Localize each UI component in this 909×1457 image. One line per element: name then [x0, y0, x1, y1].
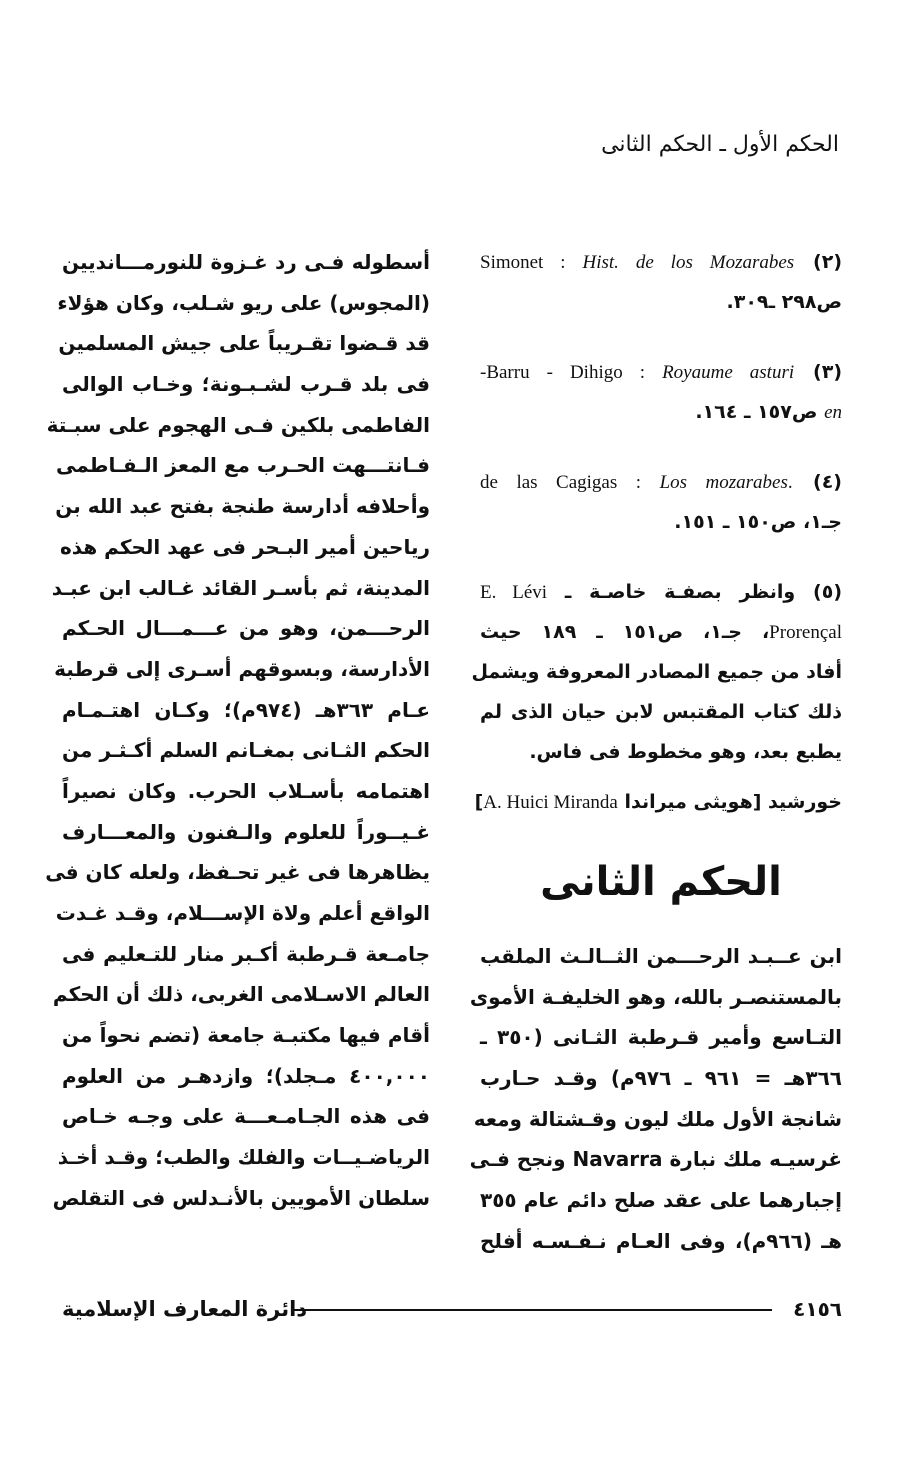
text-line: التـاسع وأمير قـرطبة الثـانى (٣٥٠ ـ	[480, 1025, 842, 1050]
author-signature	[474, 780, 842, 824]
footnote-line	[480, 612, 842, 652]
footnote-separator: :	[543, 252, 583, 273]
footnote-number: (٥)	[813, 581, 842, 603]
footnote-title: Hist. de los Mozarabes	[582, 252, 795, 273]
footnote-number: (٢)	[813, 251, 842, 273]
running-head: الحكم الأول ـ الحكم الثانى	[601, 132, 839, 157]
page-number: ٤١٥٦	[793, 1297, 842, 1321]
right-column	[469, 242, 843, 1262]
left-column	[45, 242, 430, 1219]
text-line: جامـعة قـرطبة أكـبر منار للتـعليم فى	[62, 941, 430, 966]
text-line: أسطوله فـى رد غـزوة للنورمـــانديين	[62, 250, 430, 274]
footnote-line	[480, 572, 842, 612]
footnote-3	[480, 352, 842, 432]
footnote-line: ذلك كتاب المقتبس لابن حيان الذى لم	[480, 701, 842, 723]
footnote-separator: :	[622, 362, 663, 383]
footnote-number: (٤)	[813, 471, 842, 493]
text-line: سلطان الأمويين بالأنـدلس فى التقلص	[52, 1185, 430, 1210]
text-line: فـانتـــهت الحـرب مع المعز الـفـاطمى	[56, 453, 430, 478]
text-line: المدينة، ثم بأسـر القائد غـالب ابن عبـد	[51, 575, 430, 600]
page-footer	[62, 1294, 842, 1324]
footnote-author: Prorençal	[769, 622, 842, 643]
text-line: الحكم الثـانى بمغـانم السلم أكـثـر من	[62, 738, 430, 763]
text-line: غـيــوراً للعلوم والـفنون والمعـــارف	[62, 819, 430, 844]
text-line: الفاطمى بلكين فـى الهجوم على سبـتة	[46, 412, 430, 437]
footnote-title: Royaume asturi-	[480, 362, 795, 383]
footnote-text: وانظر بصفـة خاصـة ـ	[564, 581, 796, 603]
footnote-separator: :	[617, 472, 660, 493]
footnote-2	[480, 242, 842, 322]
text-line: فى هذه الجـامـعـــة على وجـه خـاص	[62, 1104, 430, 1129]
text-line: الأدارسة، وبسوقهم أسـرى إلى قرطبة	[54, 656, 430, 681]
footnote-line	[480, 352, 842, 392]
author-latin: A. Huici Miranda	[483, 792, 618, 813]
footnote-5	[471, 572, 842, 772]
footnote-line	[480, 242, 842, 282]
footnote-title: Los mozarabes	[659, 472, 788, 493]
footnote-pages: جـ١، ص١٥٠ ـ ١٥١.	[674, 511, 842, 533]
author-name: خورشيد [هويثى ميراندا	[624, 791, 842, 813]
text-line: فى بلد قـرب لشـبـونة؛ وخـاب الوالى	[62, 372, 430, 397]
text-line: بالمستنصـر بالله، وهو الخليفـة الأموى	[469, 984, 842, 1009]
author-bracket: ]	[474, 791, 484, 813]
text-line: ٣٦٦هـ = ٩٦١ ـ ٩٧٦م) وقـد حـارب	[480, 1066, 843, 1091]
text-line: رياحين أمير البـحر فى عهد الحكم هذه	[59, 534, 430, 559]
footnote-author: E. Lévi	[480, 582, 548, 603]
text-line: الواقع أعلم ولاة الإســـلام، وقـد غـدت	[55, 901, 430, 925]
article-title: الحكم الثانى	[540, 859, 782, 905]
footnote-line	[480, 392, 842, 432]
text-line: الرياضـيــات والفلك والطب؛ وقـد أخـذ	[57, 1145, 430, 1170]
footnote-line: أفاد من جميع المصادر المعروفة ويشمل	[471, 661, 842, 683]
footnote-author: Simonet	[480, 252, 544, 273]
text-line: غرسيـه ملك نبارة Navarra ونجح فـى	[469, 1147, 842, 1172]
text-line: (المجوس) على ريو شـلب، وكان هؤلاء	[57, 290, 430, 315]
text-line: شانجة الأول ملك ليون وقـشتالة ومعه	[473, 1106, 842, 1131]
text-line: العالم الاسـلامى الغربى، ذلك أن الحكم	[52, 982, 430, 1007]
text-line: أقام فيها مكتبـة جامعة (تضم نحواً من	[62, 1023, 430, 1048]
text-line: ابن عــبـد الرحـــمن الثــالـث الملقب	[480, 944, 842, 968]
text-line: قد قـضوا تقـريباً على جيش المسلمين	[58, 331, 430, 356]
footnote-pages: ص١٥٧ ـ ١٦٤.	[695, 401, 818, 423]
text-line: وأحلافه أدارسة طنجة بفتح عبد الله بن	[55, 494, 430, 519]
footnote-author: .de las Cagigas	[480, 472, 793, 493]
footer-divider	[292, 1309, 772, 1311]
article-body	[469, 936, 843, 1262]
text-line: الرحـــمن، وهو من عـــمـــال الحـكم	[62, 616, 430, 641]
footnote-text: ، جـ١، ص١٥١ ـ ١٨٩ حيث	[480, 621, 770, 643]
text-line: ٤٠٠,٠٠٠ مـجلد)؛ وازدهـر من العلوم	[62, 1063, 430, 1088]
footnote-pages: ص٢٩٨ ـ٣٠٩.	[726, 291, 842, 313]
footnote-4	[480, 462, 842, 542]
text-line: اهتمامه بأسـلاب الحرب. وكان نصيراً	[62, 778, 430, 803]
footnote-en: en	[824, 402, 842, 423]
text-line: إجبارهما على عقد صلح دائم عام ٣٥٥	[480, 1188, 842, 1213]
footnote-author: Barru - Dihigo	[486, 362, 623, 383]
footnote-number: (٣)	[813, 361, 842, 383]
footnote-line	[480, 462, 842, 502]
text-line: يظاهرها فى غير تحـفظ، ولعله كان فى	[45, 860, 430, 885]
text-line: هـ (٩٦٦م)، وفى العـام نـفـسـه أفلح	[480, 1228, 842, 1253]
text-line: عـام ٣٦٣هـ (٩٧٤م)؛ وكـان اهتـمـام	[62, 697, 430, 722]
footnote-line: يطبع بعد، وهو مخطوط فى فاس.	[529, 741, 842, 763]
publication-title: دائرة المعارف الإسلامية	[62, 1297, 308, 1321]
